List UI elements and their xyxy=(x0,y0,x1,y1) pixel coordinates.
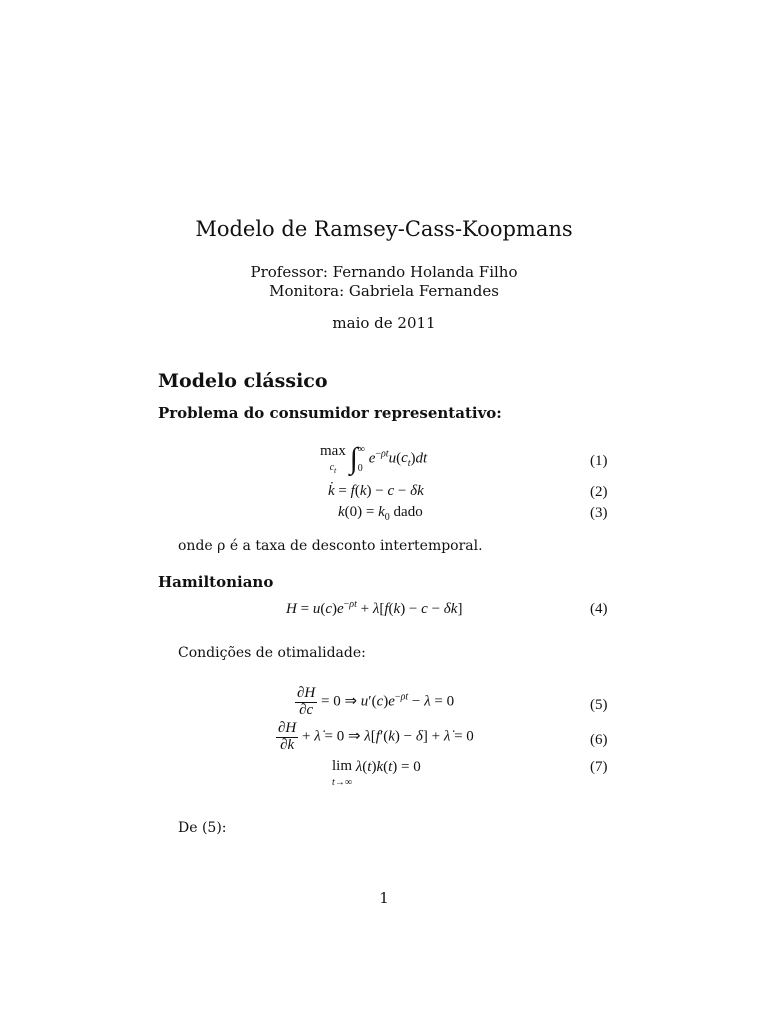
equation-7: lim t→∞ λ(t)k(t) = 0 xyxy=(332,758,421,788)
text-rho: onde ρ é a taxa de desconto intertemporal. xyxy=(178,538,483,554)
equation-number-4: (4) xyxy=(590,601,608,617)
section-heading: Modelo clássico xyxy=(158,370,328,392)
page-title: Modelo de Ramsey-Cass-Koopmans xyxy=(195,217,573,241)
equation-4: $H = u(c)e^{-\rho t} + \lambda[f(k) - c - \delta k]$ xyxy=(286,599,463,617)
equation-number-3: (3) xyxy=(590,505,608,521)
text-condicoes: Condições de otimalidade: xyxy=(178,645,366,661)
equation-3: $k(0) = k_0$ dado xyxy=(338,504,423,523)
equation-1: max $c_t$ ∫∞ 0 $e^{-\rho t}u(c_t)dt$ xyxy=(320,442,428,475)
author-professor: Professor: Fernando Holanda Filho xyxy=(250,263,518,281)
text-de5: De (5): xyxy=(178,820,227,836)
subsection-hamiltoniano: Hamiltoniano xyxy=(158,573,274,591)
page-number: 1 xyxy=(379,889,389,907)
equation-2: k̇ = f(k) − c − δk xyxy=(328,483,424,499)
equation-number-5: (5) xyxy=(590,697,608,713)
author-monitora: Monitora: Gabriela Fernandes xyxy=(269,282,499,300)
date: maio de 2011 xyxy=(332,314,436,332)
subsection-heading: Problema do consumidor representativo: xyxy=(158,404,502,422)
equation-number-6: (6) xyxy=(590,732,608,748)
equation-number-2: (2) xyxy=(590,484,608,500)
equation-number-7: (7) xyxy=(590,759,608,775)
equation-5: $\frac{\partial H}{\partial c}$ = 0 ⇒ $u'(c)e^{-\rho t} - \lambda = 0$ xyxy=(297,685,455,718)
equation-6: $\frac{\partial H}{\partial k}$ + λ̇ = 0 ⇒ λ[f′(k) − δ] + λ̇ = 0 xyxy=(278,720,474,753)
equation-number-1: (1) xyxy=(590,453,608,469)
